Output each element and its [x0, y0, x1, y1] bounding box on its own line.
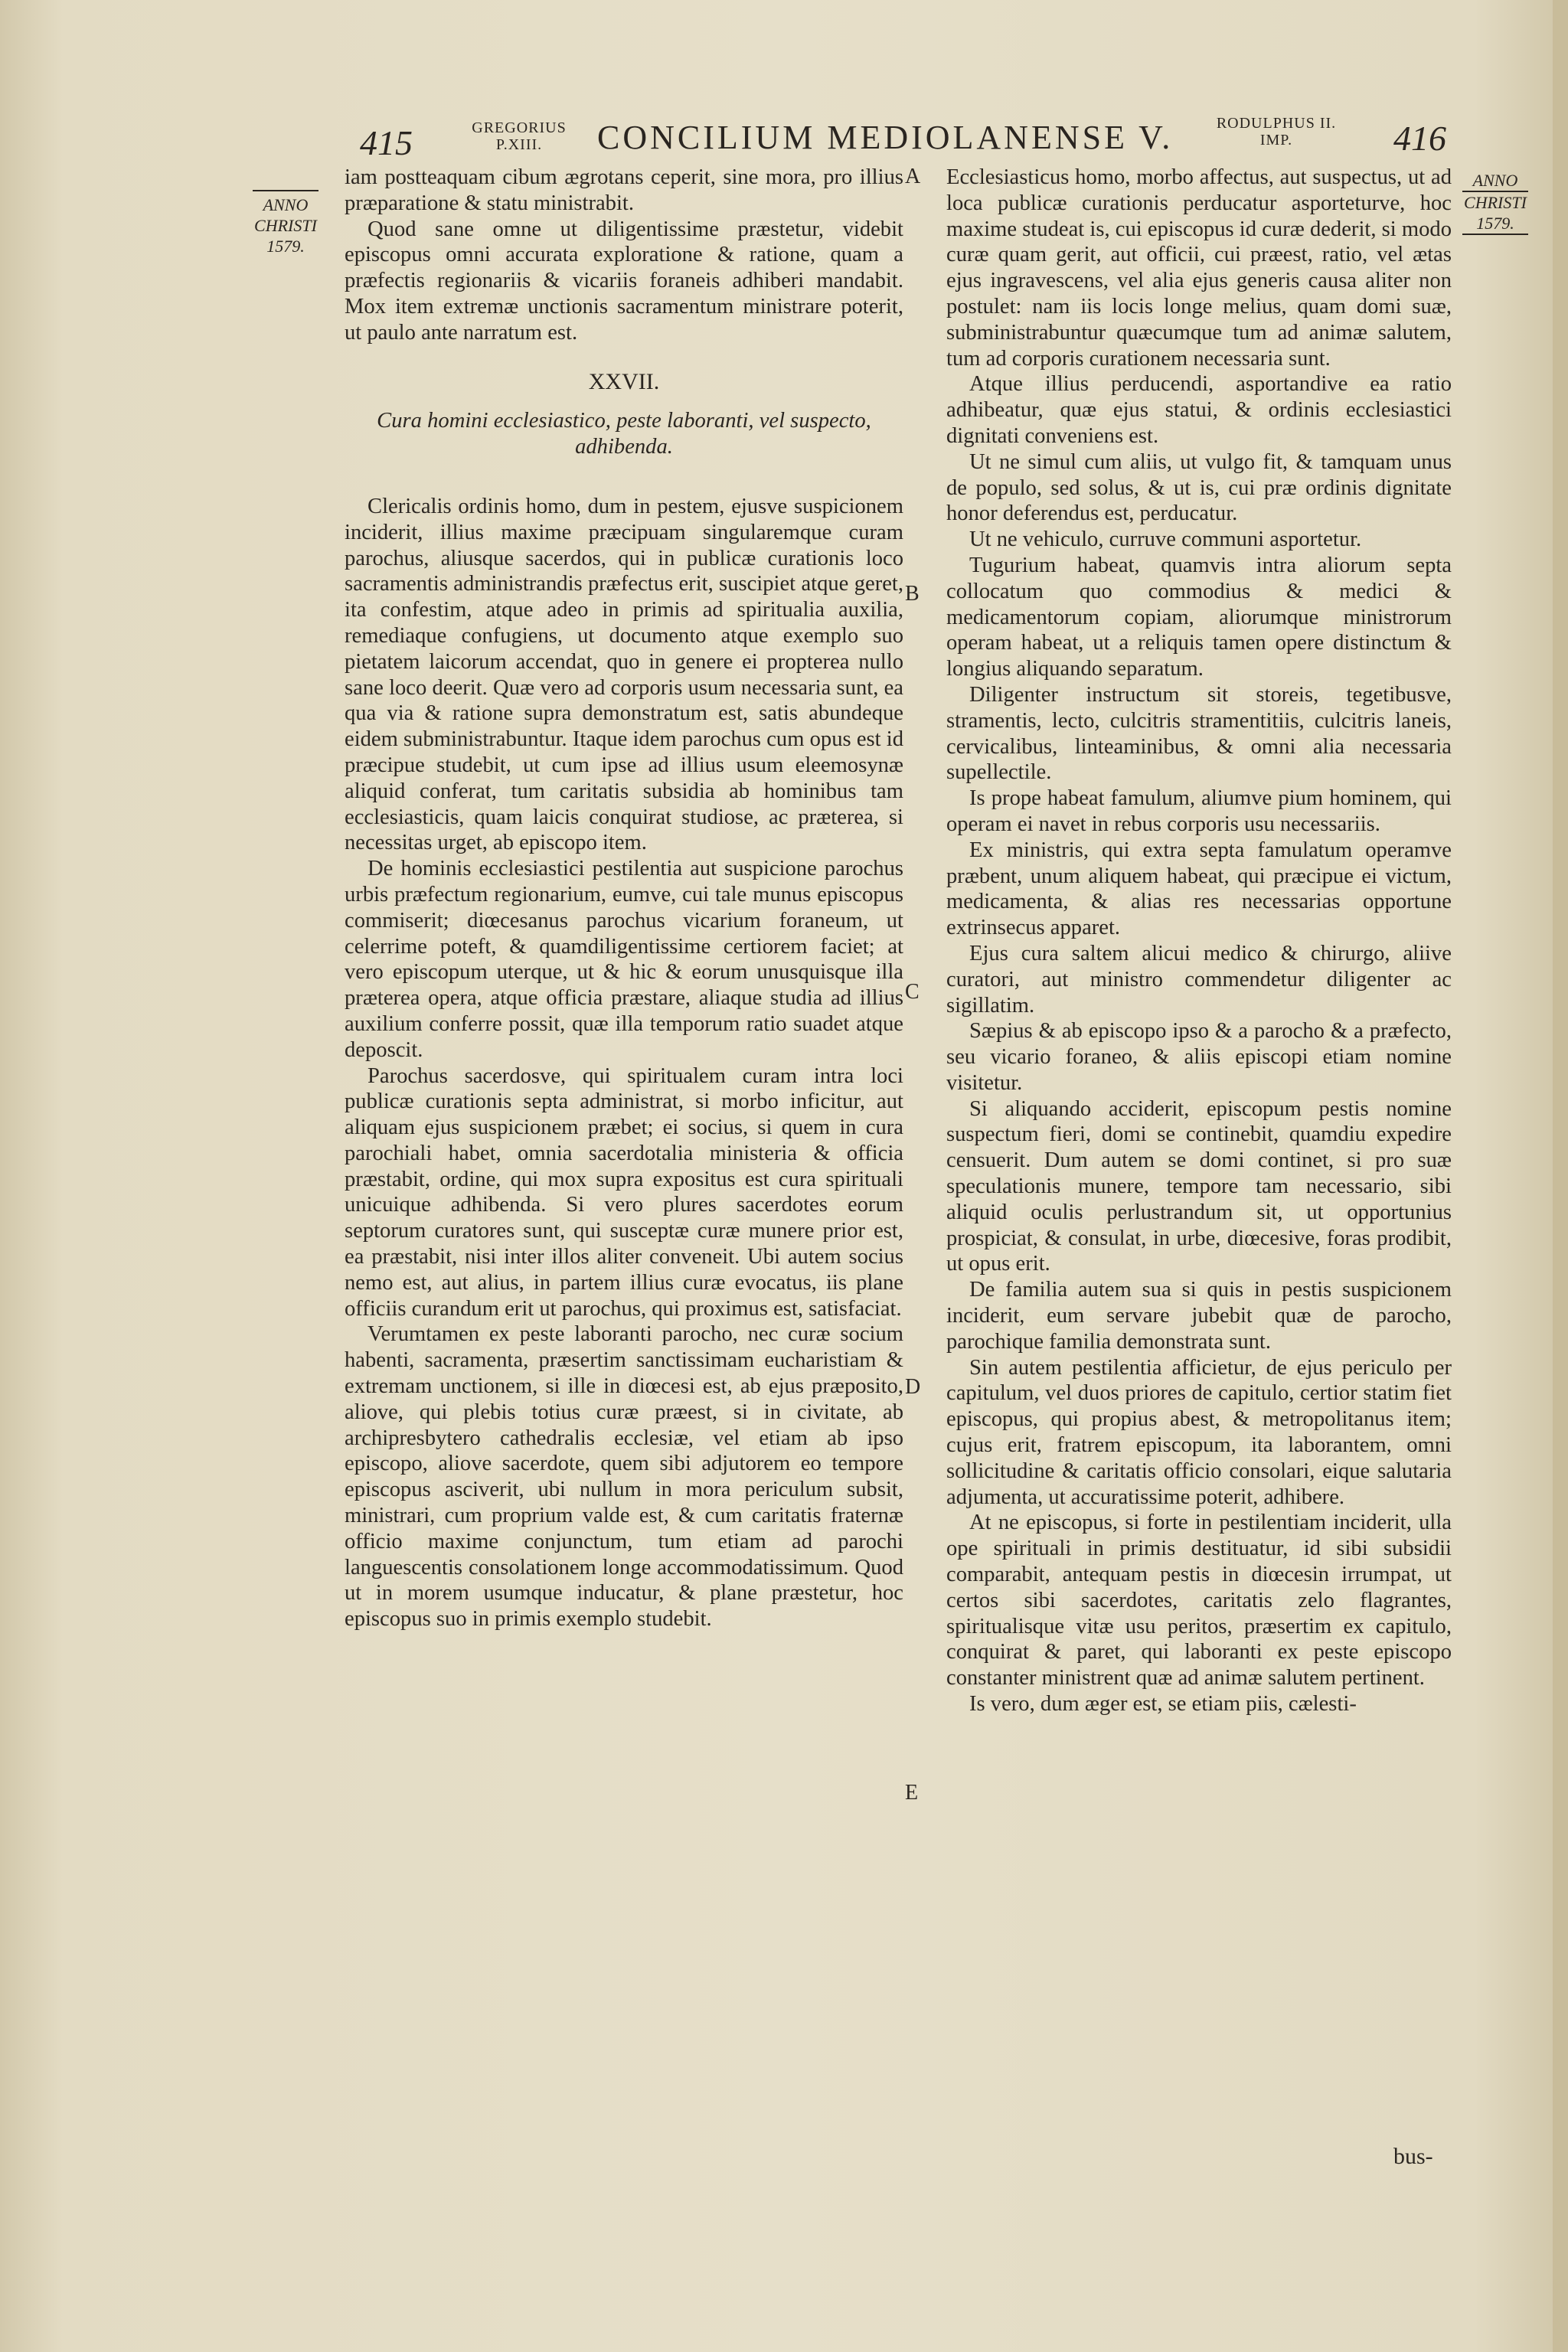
- section-letter-a: A: [905, 165, 921, 188]
- paragraph: Sin autem pestilentia afficietur, de ejus periculo per capitulum, vel duos priores de capitulo, certior statim fiet episcopus, qui propius abest, & metropolitanus item; cujus erit, fratrem episcopum, ita laborantem, omni sollicitudine & caritatis officio consolari, eique salutaria adjumenta, ut accuratissime poterit, adhibere.: [946, 1355, 1452, 1509]
- paragraph: Ut ne vehiculo, curruve communi asportetur.: [969, 528, 1362, 552]
- paragraph: Quod sane omne ut diligentissime præstetur, videbit episcopus omni accurata exploratione & ratione, quam a præfectis regionariis & vicariis foraneis adhiberi mandabit. Mox item extremæ unctionis sacramentum ministrare poterit, ut paulo ante narratum est.: [345, 217, 903, 345]
- chapter-number: XXVII.: [588, 368, 660, 394]
- paragraph: De hominis ecclesiastici pestilentia aut suspicione parochus urbis præfectum regionarium, eumve, cui tale munus episcopus commiserit; diœcesanus parochus vicarium foraneum, ut celerrime poteft, & quamdiligentissime certiorem faciet; at vero episcopum uterque, ut & hic & eorum unusquisque illa præterea opera, atque officia præstare, aliaque studia ad illius auxilium conferre possit, quæ illa temporum ratio suadet atque deposcit.: [345, 857, 903, 1062]
- page-header: [0, 107, 1568, 168]
- paragraph: Ejus cura saltem alicui medico & chirurgo, aliive curatori, aut ministro commendetur diligenter ac sigillatim.: [946, 941, 1452, 1018]
- paragraph: iam postteaquam cibum ægrotans ceperit, sine mora, pro illius præparatione & statu ministrabit.: [345, 165, 903, 215]
- paragraph: Atque illius perducendi, asportandive ea ratio adhibeatur, quæ ejus statui, & ordinis ecclesiastici dignitati conveniens est.: [946, 372, 1452, 448]
- margin-year-right: ANNO CHRISTI 1579.: [1462, 170, 1528, 235]
- running-title: CONCILIUM MEDIOLANENSE V.: [597, 119, 1174, 156]
- catchword: bus-: [1393, 2144, 1433, 2169]
- paragraph: Ut ne simul cum aliis, ut vulgo fit, & tamquam unus de populo, sed solus, & ut is, cui præ ordinis dignitate honor deferendus est, perducatur.: [946, 449, 1452, 526]
- section-letter-d: D: [905, 1375, 921, 1399]
- paragraph: Tugurium habeat, quamvis intra aliorum septa collocatum quo commodius & medici & medicamentorum copiam, aliorumque ministrorum operam habeat, ut a reliquis tamen opere distinctum & longius aliquando separatum.: [946, 553, 1452, 681]
- paragraph: At ne episcopus, si forte in pestilentiam inciderit, ulla ope spirituali in primis destituatur, id sibi subsidii comparabit, antequam pestis in diœcesin irrumpat, ut certos sibi sacerdotes, caritatis zelo flagrantes, spiritualisque vitæ usu peritos, præsertim ex capitulo, conquirat & paret, qui laboranti ex peste episcopo constanter ministrent quæ ad animæ salutem pertinent.: [946, 1511, 1452, 1690]
- paragraph: Diligenter instructum sit storeis, tegetibusve, stramentis, lecto, culcitris stramentitiis, culcitris laneis, cervicalibus, linteaminibus, & omni alia necessaria supellectile.: [946, 682, 1452, 785]
- section-letter-e: E: [905, 1781, 919, 1805]
- margin-year-left: ANNO CHRISTI 1579.: [253, 190, 318, 256]
- page-edge: [1553, 0, 1568, 2352]
- paragraph: Sæpius & ab episcopo ipso & a parocho & a præfecto, seu vicario foraneo, & aliis episcopi etiam nomine visitetur.: [946, 1019, 1452, 1095]
- running-head-left: GREGORIUS P.XIII.: [472, 119, 567, 153]
- chapter-title: Cura homini ecclesiastico, peste laboranti, vel suspecto, adhibenda.: [377, 409, 871, 459]
- running-head-right: RODULPHUS II. IMP.: [1216, 115, 1337, 149]
- paragraph: Is vero, dum æger est, se etiam piis, cælesti-: [969, 1692, 1357, 1717]
- section-letter-c: C: [905, 980, 920, 1004]
- paragraph: Is prope habeat famulum, aliumve pium hominem, qui operam ei navet in rebus corporis usu necessariis.: [946, 786, 1452, 836]
- paragraph: De familia autem sua si quis in pestis suspicionem inciderit, eum servare jubebit quæ de parocho, parochique familia demonstrata sunt.: [946, 1278, 1452, 1354]
- paragraph: Si aliquando acciderit, episcopum pestis nomine suspectum fieri, domi se continebit, quamdiu expedire censuerit. Dum autem se domi continet, si pro suæ speculationis munere, tempore tam necessario, sibi aliquid oculis perlustrandum sit, ut opportunius prospiciat, & consulat, in urbe, diœcesive, foras prodibit, ut opus erit.: [946, 1096, 1452, 1276]
- paragraph: Parochus sacerdosve, qui spiritualem curam intra loci publicæ curationis septa administrat, si morbo inficitur, aut aliquam ejus suspicionem præbet; ei socius, si quem in cura parochiali habet, omnia sacerdotalia ministeria & officia præstabit, ordine, qui mox supra expositus est cura spirituali unicuique adhibenda. Si vero plures sacerdotes eorum septorum curatores sunt, qui susceptæ curæ munere prior est, ea præstabit, nisi inter illos aliter conveneit. Ubi autem socius nemo est, aut alius, in partem illius curæ evocatus, iis plane officiis curandum erit ut parochus, qui proximus est, satisfaciat.: [345, 1063, 903, 1321]
- paragraph: Ex ministris, qui extra septa famulatum operamve præbent, unum aliquem habeat, qui præcipue ei victum, medicamenta, & alias res necessarias opportune extrinsecus apparet.: [946, 838, 1452, 940]
- page-number-left: 415: [360, 123, 413, 162]
- section-letter-b: B: [905, 582, 920, 606]
- paragraph: Ecclesiasticus homo, morbo affectus, aut suspectus, ut ad loca publicæ curationis perducatur asporteturve, hoc maxime studeat is, cui episcopus id curæ dederit, si modo curæ quam gerit, aut officii, cui præest, ratio, vel ætas ejus ingravescens, vel alia ejus generis causa aliter non postulet: nam iis locis longe melius, quam domi suæ, subministrabuntur quæcumque tum ad animæ salutem, tum ad corporis curationem necessaria sunt.: [946, 165, 1452, 371]
- right-column: [946, 165, 1452, 1717]
- paragraph: Verumtamen ex peste laboranti parocho, nec curæ socium habenti, sacramenta, præsertim sanctissimam eucharistiam & extremam unctionem, si ille in diœcesi est, ab ejus præposito, aliove, qui plebis totius curæ præest, si in civitate, ab archipresbytero cathedralis ecclesiæ, vel etiam ab ipso episcopo, aliove sacerdote, quem sibi adjutorem eo tempore episcopus asciverit, ubi nullum in mora periculum subsit, ministrari, cum proprium valde est, & cum caritatis fraternæ officio maxime conjunctum, tum etiam ad parochi languescentis consolationem longe accommodatissimum. Quod ut in morem usumque inducatur, & plane præstetur, hoc episcopus suo in primis exemplo studebit.: [345, 1322, 903, 1632]
- paragraph: Clericalis ordinis homo, dum in pestem, ejusve suspicionem inciderit, illius maxime præcipuam singularemque curam parochus, aliusque sacerdos, qui in publicæ curationis loco sacramentis administrandis præfectus erit, suscipiet atque geret, ita confestim, atque adeo in primis ad spiritualia auxilia, remediaque confugiens, ut documento atque exemplo suo pietatem laicorum accendat, quo in genere ei propterea nullo sane loco deerit. Quæ vero ad corporis usum necessaria sunt, ea qua via & ratione supra demonstratum est, satis abundeque eidem subministrabuntur. Itaque idem parochus cum opus est id præcipue studebit, ut cum ipse ad illius usum eleemosynæ aliquid conferat, tum caritatis subsidia ab hominibus tam ecclesiasticis, quam laicis conquirat studiose, ac præterea, si necessitas urget, ab episcopo item.: [345, 494, 903, 855]
- page-number-right: 416: [1393, 119, 1446, 158]
- left-column: [345, 165, 903, 1632]
